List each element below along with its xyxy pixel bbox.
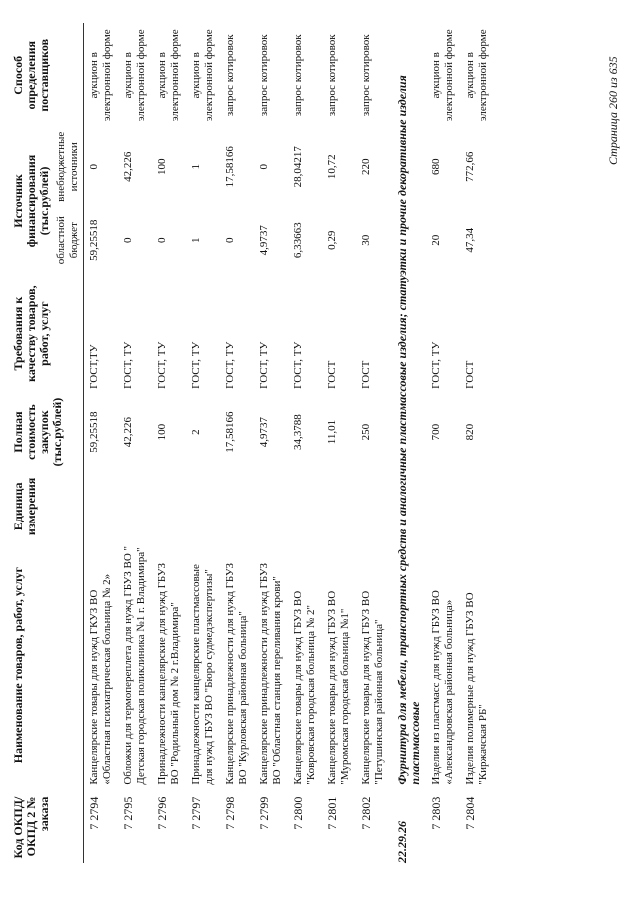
cell-code: 7 2798: [223, 796, 237, 830]
cell-code: 7 2801: [325, 796, 339, 830]
header-source: Источник финансирования (тыс.рублей): [11, 154, 51, 248]
cell-method: аукцион в электронной форме: [190, 29, 215, 122]
cell-unit: [84, 471, 119, 541]
cell-unit: [186, 471, 220, 541]
cell-unit: [152, 471, 186, 541]
cell-name: Канцелярские принадлежности для нужд ГБУЗ ВО "Областная станция переливания крови": [258, 563, 283, 785]
cell-requirements: ГОСТ, ТУ: [292, 341, 304, 389]
cell-requirements: ГОСТ: [360, 360, 372, 389]
table-body: [84, 23, 391, 863]
page-number: Страница 260 из 635: [606, 56, 620, 165]
cell-cost: 17,58166: [224, 411, 236, 453]
cell-regional-budget: 0: [122, 237, 134, 243]
section-title: Фурнитура для мебели, транспортных средств и аналогичные пластмассовые изделия; статуэтки и прочие декоративные изделия пластмассовые: [395, 75, 422, 785]
cell-code: 7 2800: [291, 796, 305, 830]
table-row: [84, 23, 119, 863]
cell-method: аукцион в электронной форме: [430, 29, 455, 122]
header-extrabudgetary: внебюджетные источники: [53, 128, 84, 206]
cell-extrabudgetary: 17,58166: [224, 146, 236, 188]
cell-cost: 700: [430, 423, 442, 441]
cell-extrabudgetary: 10,72: [326, 154, 338, 180]
cell-code: 7 2795: [121, 796, 135, 830]
cell-extrabudgetary: 1: [190, 164, 202, 170]
table-row: [460, 23, 494, 863]
cell-regional-budget: 47,34: [464, 227, 476, 253]
cell-requirements: ГОСТ, ТУ: [190, 341, 202, 389]
cell-name: Изделия из пластмасс для нужд ГБУЗ ВО «Александровская районная больница»: [430, 590, 455, 785]
cell-unit: [426, 471, 460, 541]
cell-code: 7 2797: [189, 796, 203, 830]
cell-unit: [254, 471, 288, 541]
table-row: [322, 23, 356, 863]
cell-code: 7 2794: [87, 796, 101, 830]
cell-extrabudgetary: 220: [360, 158, 372, 176]
cell-regional-budget: 6,33663: [292, 222, 304, 259]
cell-extrabudgetary: 0: [258, 164, 270, 170]
cell-name: Изделия полимерные для нужд ГБУЗ ВО "Киржачская РБ": [464, 592, 489, 785]
table-row: [186, 23, 220, 863]
cell-name: Канцелярские товары для нужд ГБУЗ ВО "Петушинская районная больница": [360, 590, 385, 785]
table-row: [152, 23, 186, 863]
table-row: [356, 23, 390, 863]
procurement-table: [10, 23, 494, 863]
table-row: [254, 23, 288, 863]
cell-method: аукцион в электронной форме: [122, 29, 147, 122]
cell-requirements: ГОСТ, ТУ: [224, 341, 236, 389]
cell-unit: [322, 471, 356, 541]
cell-requirements: ГОСТ,ТУ: [88, 344, 100, 389]
table-row: [288, 23, 322, 863]
cell-requirements: ГОСТ: [464, 360, 476, 389]
cell-cost: 250: [360, 423, 372, 441]
cell-method: запрос котировок: [360, 34, 372, 117]
section-row: [390, 23, 426, 863]
cell-cost: 2: [190, 429, 202, 435]
cell-name: Канцелярские товары для нужд ГБУЗ ВО "Муромская городская больница №1": [326, 590, 351, 785]
cell-name: Канцелярские принадлежности для нужд ГБУЗ ВО "Курловская районная больница": [224, 563, 249, 785]
cell-extrabudgetary: 100: [156, 158, 168, 176]
cell-method: запрос котировок: [258, 34, 270, 117]
cell-cost: 34,3788: [292, 414, 304, 450]
header-unit: Единица измерения: [10, 471, 84, 541]
cell-regional-budget: 59,25518: [88, 219, 100, 261]
cell-name: Принадлежности канцелярские для нужд ГБУЗ ВО "Родильный дом № 2 г.Владимира": [156, 562, 181, 785]
cell-code: 7 2802: [359, 796, 373, 830]
cell-cost: 59,25518: [88, 411, 100, 453]
cell-regional-budget: 20: [430, 234, 442, 246]
section-code: 22.29.26: [395, 821, 409, 863]
header-row: [10, 23, 53, 863]
cell-requirements: ГОСТ: [326, 360, 338, 389]
cell-cost: 4,9737: [258, 416, 270, 448]
cell-regional-budget: 4,9737: [258, 225, 270, 256]
cell-method: аукцион в электронной форме: [156, 29, 181, 122]
header-method: Способ определения поставщиков: [10, 23, 84, 128]
header-requirements: Требования к качеству товаров, работ, услуг: [10, 274, 84, 393]
cell-regional-budget: 1: [190, 237, 202, 243]
header-regional-budget: областной бюджет: [53, 206, 84, 274]
cell-unit: [220, 471, 254, 541]
cell-requirements: ГОСТ, ТУ: [156, 341, 168, 389]
cell-regional-budget: 0,29: [326, 230, 338, 250]
cell-method: запрос котировок: [292, 34, 304, 117]
cell-unit: [460, 471, 494, 541]
cell-regional-budget: 0: [224, 237, 236, 243]
cell-code: 7 2804: [463, 796, 477, 830]
table-body-2: [426, 23, 494, 863]
table-row: [118, 23, 152, 863]
header-code: Код ОКПД/ ОКПД 2 № заказа: [10, 789, 84, 863]
cell-method: аукцион в электронной форме: [464, 29, 489, 122]
header-cost: Полная стоимость закупок (тыс.рублей): [10, 393, 84, 471]
cell-extrabudgetary: 28,04217: [292, 146, 304, 188]
cell-cost: 11,01: [326, 419, 338, 445]
cell-cost: 100: [156, 423, 168, 441]
cell-name: Обложки для термопереплета для нужд ГБУЗ ВО " Детская городская поликлиника №1 г. Владимира": [122, 545, 147, 785]
cell-method: запрос котировок: [224, 34, 236, 117]
cell-regional-budget: 0: [156, 237, 168, 243]
cell-extrabudgetary: 42,226: [122, 151, 134, 182]
cell-extrabudgetary: 772,66: [464, 151, 476, 182]
table-row: [220, 23, 254, 863]
cell-code: 7 2803: [429, 796, 443, 830]
cell-name: Канцелярские товары для нужд ГКУЗ ВО «Областная психиатрическая больница № 2»: [88, 573, 113, 785]
header-name: Наименование товаров, работ, услуг: [10, 542, 84, 789]
section-body: [390, 23, 426, 863]
cell-name: Канцелярские товары для нужд ГБУЗ ВО "Ковровская городская больница № 2": [292, 590, 317, 785]
cell-requirements: ГОСТ, ТУ: [258, 341, 270, 389]
cell-unit: [288, 471, 322, 541]
cell-cost: 820: [464, 423, 476, 441]
cell-regional-budget: 30: [360, 234, 372, 246]
cell-method: аукцион в электронной форме: [88, 29, 113, 122]
cell-code: 7 2796: [155, 796, 169, 830]
cell-requirements: ГОСТ, ТУ: [430, 341, 442, 389]
cell-method: запрос котировок: [326, 34, 338, 117]
cell-unit: [118, 471, 152, 541]
table-row: [426, 23, 460, 863]
cell-name: Принадлежности канцелярские пластмассовые для нужд ГБУЗ ВО "Бюро судмедэкспертизы": [190, 564, 215, 785]
cell-cost: 42,226: [122, 416, 134, 448]
cell-requirements: ГОСТ, ТУ: [122, 341, 134, 389]
cell-code: 7 2799: [257, 796, 271, 830]
cell-extrabudgetary: 0: [88, 164, 100, 170]
cell-extrabudgetary: 680: [430, 158, 442, 176]
cell-unit: [356, 471, 390, 541]
